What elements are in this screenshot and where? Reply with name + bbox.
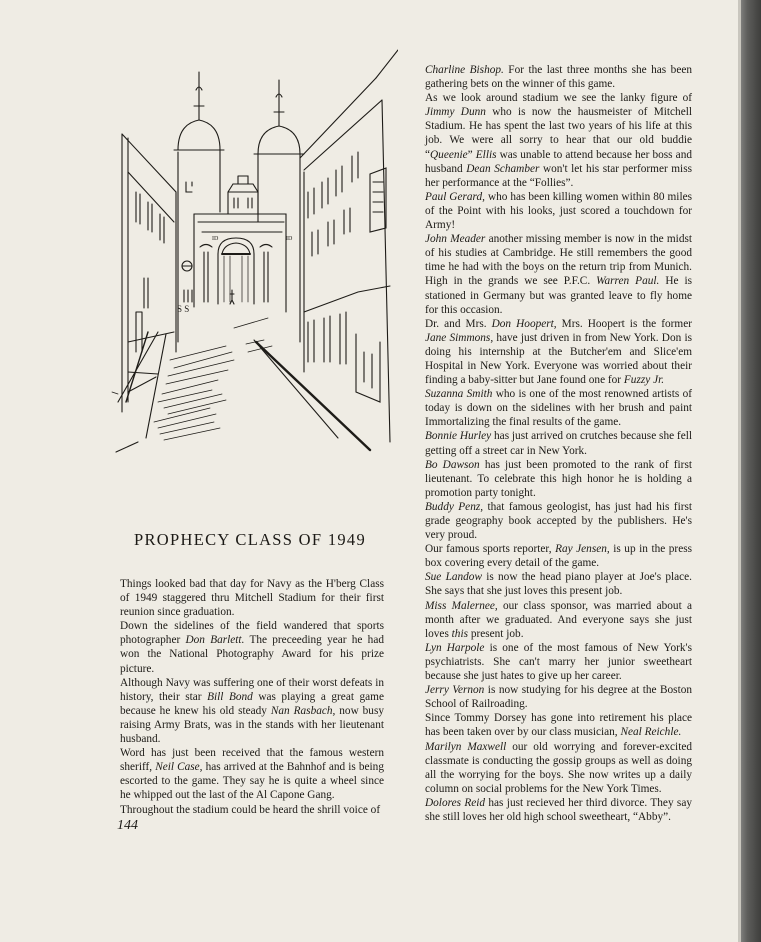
paragraph bbox=[425, 91, 692, 190]
name-text: Ray Jensen, bbox=[555, 543, 610, 556]
paragraph bbox=[120, 577, 384, 619]
paragraph bbox=[425, 429, 692, 457]
paragraph bbox=[425, 63, 692, 91]
name-text: Dolores Reid bbox=[425, 796, 486, 809]
page-title bbox=[134, 530, 394, 550]
body-text: won't let his star performer miss her performance at the “Follies”. bbox=[425, 162, 692, 189]
body-text: now busy raising Army Brats, was in the stands with her lieutenant husband. bbox=[120, 704, 384, 746]
paragraph bbox=[425, 740, 692, 796]
name-text: Sue Landow bbox=[425, 571, 482, 584]
body-text: Our famous sports reporter, bbox=[425, 543, 556, 556]
name-text: this bbox=[451, 627, 468, 640]
body-text: Dr. and Mrs. bbox=[425, 317, 492, 330]
body-text: Although Navy was suffering one of their worst defeats in history, their star bbox=[120, 676, 384, 703]
name-text: Warren Paul. bbox=[596, 275, 660, 288]
paragraph bbox=[425, 570, 692, 598]
name-text: Bo Dawson bbox=[425, 458, 480, 471]
paragraph bbox=[425, 711, 692, 739]
body-text: ” bbox=[467, 148, 476, 161]
body-text: who is now the hausmeister of Mitchell Stadium. He has spent the last two years of his life at this job. We were all sorry to hear that our old buddie “ bbox=[425, 106, 692, 161]
name-text: Bill Bond bbox=[207, 690, 253, 703]
body-text: As we look around stadium we see the lanky figure of bbox=[425, 92, 692, 105]
binding-edge bbox=[738, 0, 761, 942]
name-text: Dean Schamber bbox=[466, 162, 540, 175]
name-text: John Meader bbox=[425, 233, 486, 246]
name-text: Queenie bbox=[430, 148, 468, 161]
paragraph bbox=[120, 619, 384, 675]
body-text: our old worrying and forever-excited classmate is conducting the gossip groups as well as doing all the worrying for the boys. She now writes up a daily column on social problems for the New York Times. bbox=[425, 740, 692, 795]
paragraph bbox=[120, 746, 384, 802]
name-text: Buddy Penz, bbox=[425, 500, 484, 513]
body-text: is now the head piano player at Joe's place. She says that she just loves this present job. bbox=[425, 571, 693, 598]
body-text: was unable to attend because her boss and husband bbox=[425, 148, 692, 175]
body-text: Things looked bad that day for Navy as the H'berg Class of 1949 staggered thru Mitchell Stadium for their first reunion since graduation. bbox=[120, 578, 384, 619]
name-text: Ellis bbox=[475, 148, 497, 161]
paragraph bbox=[425, 599, 692, 641]
wall-letters: S S bbox=[177, 304, 190, 314]
paragraph bbox=[425, 387, 692, 429]
body-text: another missing member is now in the midst of his studies at Cambridge. He still remembers the good time he had with the boys on the return trip from Munich. High in the grands we see P.F.C. bbox=[425, 233, 692, 288]
left-column-text bbox=[120, 577, 384, 817]
name-text: Marilyn Maxwell bbox=[425, 740, 507, 753]
paragraph bbox=[425, 796, 692, 824]
body-text: is up in the press box covering every detail of the game. bbox=[425, 543, 693, 570]
paragraph bbox=[425, 683, 692, 711]
name-text: Charline Bishop. bbox=[425, 64, 504, 76]
body-text: is one of the most famous of New York's psychiatrists. She can't marry her junior sweetheart because she just hates to give up her career. bbox=[425, 641, 692, 683]
body-text: our class sponsor, was married about a month after we graduated. And everyone says she just loves bbox=[425, 599, 692, 640]
gate-sign-right: ID bbox=[286, 236, 293, 242]
binding-edge-highlight bbox=[738, 0, 741, 942]
paragraph bbox=[120, 803, 384, 817]
body-text: has arrived at the Bahnhof and is being escorted to the game. They say he is quite a wheel since he whipped out the last of the Al Capone Gang. bbox=[120, 761, 384, 802]
title-text: PROPHECY CLASS OF bbox=[134, 530, 323, 549]
body-text: Since Tommy Dorsey has gone into retirement his place has been taken over by our class musician, bbox=[425, 712, 692, 739]
body-text: has just recieved her third divorce. They say she still loves her old high school sweetheart, “Abby”. bbox=[425, 796, 692, 823]
body-text: Word has just been received that the famous western sheriff, bbox=[120, 747, 384, 774]
body-text: that famous geologist, has just had his first grade geography book accepted by the publishers. He's very proud. bbox=[425, 500, 693, 542]
title-year: 1949 bbox=[327, 530, 367, 549]
paragraph bbox=[425, 641, 692, 683]
name-text: Jane Simmons, bbox=[425, 331, 494, 344]
name-text: Miss Malernee, bbox=[425, 599, 498, 612]
paragraph bbox=[120, 676, 384, 746]
body-text: is now studying for his degree at the Boston School of Railroading. bbox=[425, 684, 692, 711]
paragraph bbox=[425, 542, 692, 570]
paragraph bbox=[425, 190, 692, 232]
name-text: Neal Reichle. bbox=[620, 726, 682, 739]
name-text: Don Barlett. bbox=[185, 634, 245, 647]
body-text: was playing a great game because he knew his old steady bbox=[120, 690, 384, 717]
gate-sign-left: ID bbox=[212, 236, 219, 242]
name-text: Jerry Vernon bbox=[425, 684, 485, 697]
name-text: Don Hoopert, bbox=[491, 317, 557, 330]
right-column-text bbox=[425, 63, 692, 824]
paragraph bbox=[425, 317, 692, 387]
body-text: He is stationed in Germany but was granted leave to fly home for this occasion. bbox=[425, 275, 692, 316]
name-text: Paul Gerard, bbox=[425, 190, 485, 203]
name-text: Bonnie Hurley bbox=[425, 430, 492, 443]
street-gate-illustration bbox=[108, 42, 398, 462]
body-text: who is one of the most renowned artists of today is down on the sidelines with her brush and paint Immortalizing the final results of the game. bbox=[425, 388, 692, 429]
body-text: has just been promoted to the rank of first lieutenant. To celebrate this high honor he is holding a promotion party tonight. bbox=[425, 458, 692, 499]
body-text: present job. bbox=[468, 627, 524, 640]
paragraph bbox=[425, 500, 692, 542]
body-text: Throughout the stadium could be heard the shrill voice of bbox=[120, 803, 381, 816]
name-text: Jimmy Dunn bbox=[425, 106, 486, 119]
name-text: Lyn Harpole bbox=[425, 641, 485, 654]
paragraph bbox=[425, 458, 692, 500]
body-text: The preceeding year he had won the National Photography Award for his prize picture. bbox=[120, 634, 384, 675]
body-text: For the last three months she has been gathering bets on the winner of this game. bbox=[425, 64, 692, 91]
body-text: who has been killing women within 80 miles of the Point with his looks, just scored a touchdown for Army! bbox=[425, 190, 692, 232]
body-text: Down the sidelines of the field wandered that sports photographer bbox=[120, 620, 384, 647]
page-number: 144 bbox=[117, 818, 138, 833]
paragraph bbox=[425, 232, 692, 317]
name-text: Fuzzy Jr. bbox=[623, 374, 665, 387]
body-text: Mrs. Hoopert is the former bbox=[556, 317, 692, 330]
name-text: Suzanna Smith bbox=[425, 388, 493, 401]
name-text: Nan Rasbach, bbox=[270, 704, 336, 717]
body-text: has just arrived on crutches because she fell getting off a street car in New York. bbox=[425, 430, 692, 457]
name-text: Neil Case, bbox=[155, 761, 203, 774]
body-text: have just driven in from New York. Don is doing his internship at the Butcher'em and Slice'em Hospital in New York. Everyone was worried about their finding a baby-sitter but Jane found one for bbox=[425, 331, 693, 387]
